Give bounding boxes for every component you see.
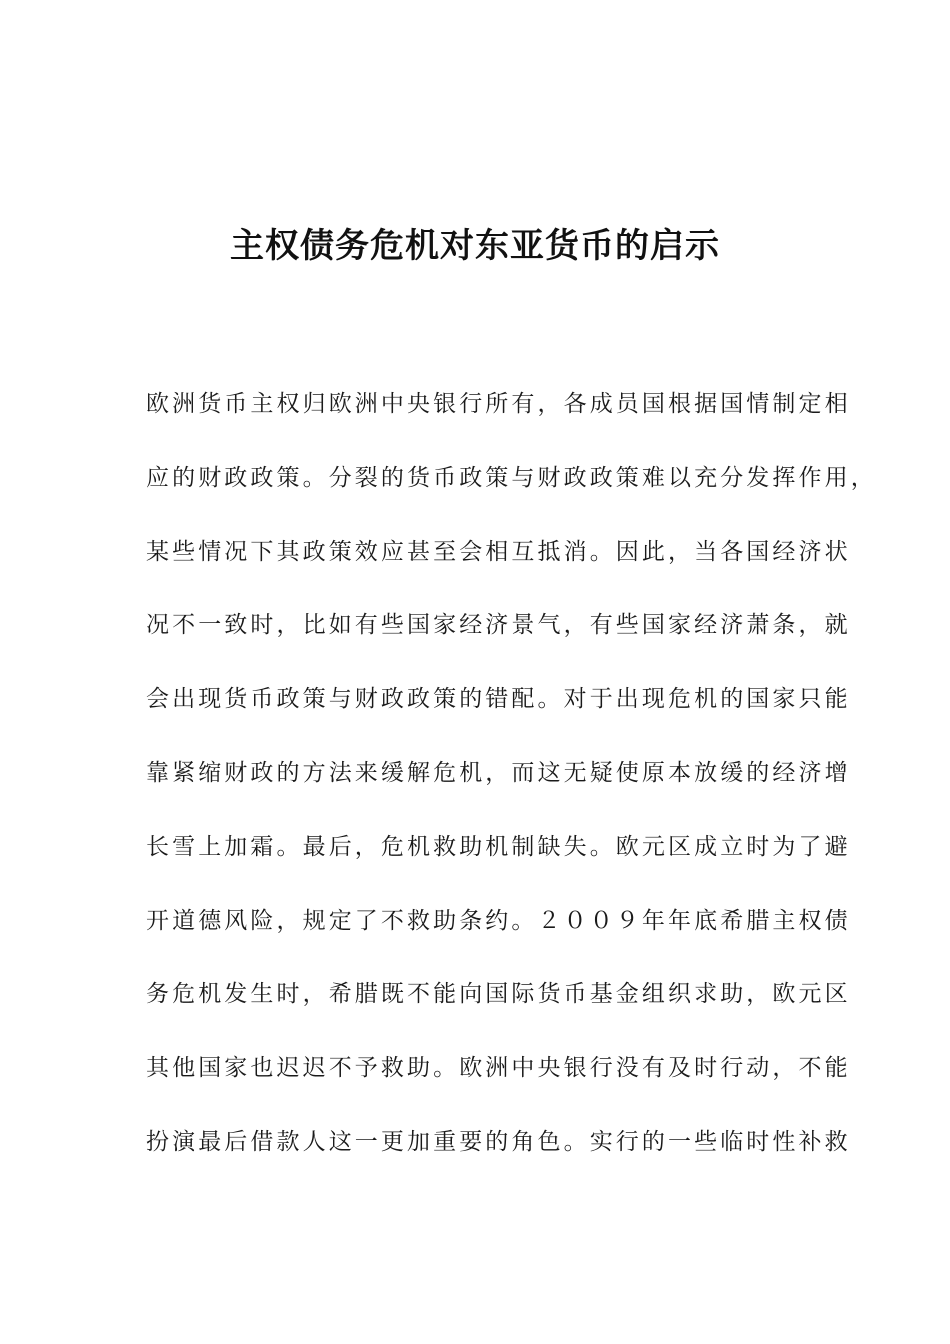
body-line: 扮演最后借款人这一更加重要的角色。实行的一些临时性补救	[146, 1128, 851, 1155]
body-line: 欧洲货币主权归欧洲中央银行所有，各成员国根据国情制定相	[146, 391, 851, 417]
body-line: 会出现货币政策与财政政策的错配。对于出现危机的国家只能	[146, 686, 851, 713]
body-line: 某些情况下其政策效应甚至会相互抵消。因此，当各国经济状	[146, 538, 851, 565]
body-line: 长雪上加霜。最后，危机救助机制缺失。欧元区成立时为了避	[146, 833, 851, 860]
body-line: 靠紧缩财政的方法来缓解危机，而这无疑使原本放缓的经济增	[146, 759, 851, 786]
document-body	[146, 384, 877, 1196]
document-title: 主权债务危机对东亚货币的启示	[230, 226, 720, 266]
body-line: 务危机发生时，希腊既不能向国际货币基金组织求助，欧元区	[146, 981, 851, 1008]
body-line: 其他国家也迟迟不予救助。欧洲中央银行没有及时行动，不能	[146, 1055, 851, 1082]
body-line: 开道德风险，规定了不救助条约。２００９年年底希腊主权债	[146, 907, 851, 934]
body-line: 况不一致时，比如有些国家经济景气，有些国家经济萧条，就	[146, 612, 851, 639]
body-line: 应的财政政策。分裂的货币政策与财政政策难以充分发挥作用，	[146, 464, 877, 491]
